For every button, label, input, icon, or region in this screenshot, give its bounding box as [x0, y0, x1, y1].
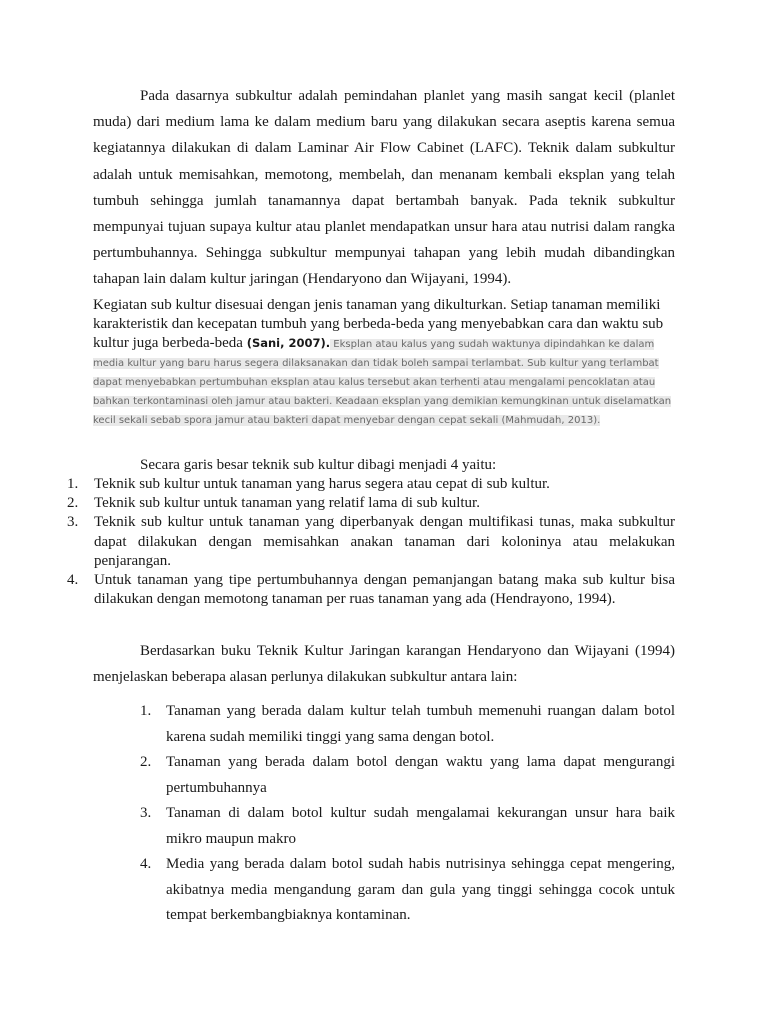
list-number: 2. [67, 495, 79, 512]
list-text: Teknik sub kultur untuk tanaman yang diperbanyak dengan multifikasi tunas, maka subkultur dapat dilakukan dengan memisahkan anakan tanaman dari koloninya atau melakukan penjarangan. [94, 514, 675, 569]
list-item [67, 494, 675, 513]
list-number: 1. [140, 703, 152, 719]
paragraph-subkultur-definition: Pada dasarnya subkultur adalah pemindahan planlet yang masih sangat kecil (planlet muda) dari medium lama ke dalam medium baru yang dilakukan secara aseptis karena semua kegiatannya dilakukan di dalam Laminar Air Flow Cabinet (LAFC). Teknik dalam subkultur adalah untuk memisahkan, memotong, membelah, dan menanam kembali eksplan yang telah tumbuh sehingga jumlah tanamannya dapat bertambah banyak. Pada teknik subkultur mempunyai tujuan supaya kultur atau planlet mendapatkan unsur hara atau nutrisi dalam rangka pertumbuhannya. Sehingga subkultur mempunyai tahapan yang lebih mudah dibandingkan tahapan lain dalam kultur jaringan (Hendaryono dan Wijayani, 1994). [93, 88, 675, 288]
list-item [140, 801, 675, 852]
list-number: 1. [67, 476, 79, 492]
list-number: 4. [67, 572, 79, 589]
list-text: Teknik sub kultur untuk tanaman yang relatif lama di sub kultur. [94, 495, 480, 512]
paragraph-subkultur-timing [93, 296, 675, 429]
list-number: 4. [140, 856, 152, 872]
list-item [67, 513, 675, 571]
highlighted-quote: Eksplan atau kalus yang sudah waktunya dipindahkan ke dalam media kultur yang baru harus segera dilaksanakan dan tidak boleh sampai terlambat. Sub kultur yang terlambat dapat menyebabkan pertumbuhan eksplan atau kalus tersebut akan terhenti atau mengalami pencoklatan atau bahkan terkontaminasi oleh jamur atau bakteri. Keadaan eksplan yang demikian kemungkinan untuk diselamatkan kecil sekali sebab spora jamur atau bakteri dapat menyebar dengan cepat sekali (Mahmudah, 2013). [93, 339, 672, 426]
list-text: Untuk tanaman yang tipe pertumbuhannya dengan pemanjangan batang maka sub kultur bisa dilakukan dengan memotong tanaman per ruas tanaman yang ada (Hendrayono, 1994). [94, 572, 675, 608]
paragraph-technique-intro: Secara garis besar teknik sub kultur dibagi menjadi 4 yaitu: [140, 457, 497, 473]
list-text: Tanaman yang berada dalam botol dengan waktu yang lama dapat mengurangi pertumbuhannya [166, 754, 675, 796]
list-item [67, 571, 675, 609]
list-text: Tanaman di dalam botol kultur sudah mengalamai kekurangan unsur hara baik mikro maupun makro [166, 805, 675, 847]
list-number: 3. [67, 514, 79, 531]
list-text: Tanaman yang berada dalam kultur telah tumbuh memenuhi ruangan dalam botol karena sudah memiliki tinggi yang sama dengan botol. [166, 703, 675, 745]
citation-sani: (Sani, 2007). [246, 336, 331, 350]
list-text: Teknik sub kultur untuk tanaman yang harus segera atau cepat di sub kultur. [94, 476, 550, 492]
technique-list [67, 475, 675, 609]
list-item [140, 852, 675, 929]
list-item [67, 475, 675, 494]
list-text: Media yang berada dalam botol sudah habis nutrisinya sehingga cepat mengering, akibatnya media mengandung garam dan gula yang tinggi sehingga cocok untuk tempat berkembangbiaknya kontaminan. [166, 856, 675, 923]
list-item [140, 750, 675, 801]
list-number: 2. [140, 754, 152, 770]
paragraph-reasons-intro: Berdasarkan buku Teknik Kultur Jaringan karangan Hendaryono dan Wijayani (1994) menjelaskan beberapa alasan perlunya dilakukan subkultur antara lain: [93, 643, 675, 685]
reasons-list [140, 699, 675, 929]
list-number: 3. [140, 805, 152, 821]
list-item [140, 699, 675, 750]
paragraph-text: Kegiatan sub kultur disesuai dengan jenis tanaman yang dikulturkan. Setiap tanaman memiliki karakteristik dan kecepatan tumbuh yang berbeda-beda yang menyebabkan cara dan waktu sub kultur juga berbeda-beda [93, 297, 664, 351]
